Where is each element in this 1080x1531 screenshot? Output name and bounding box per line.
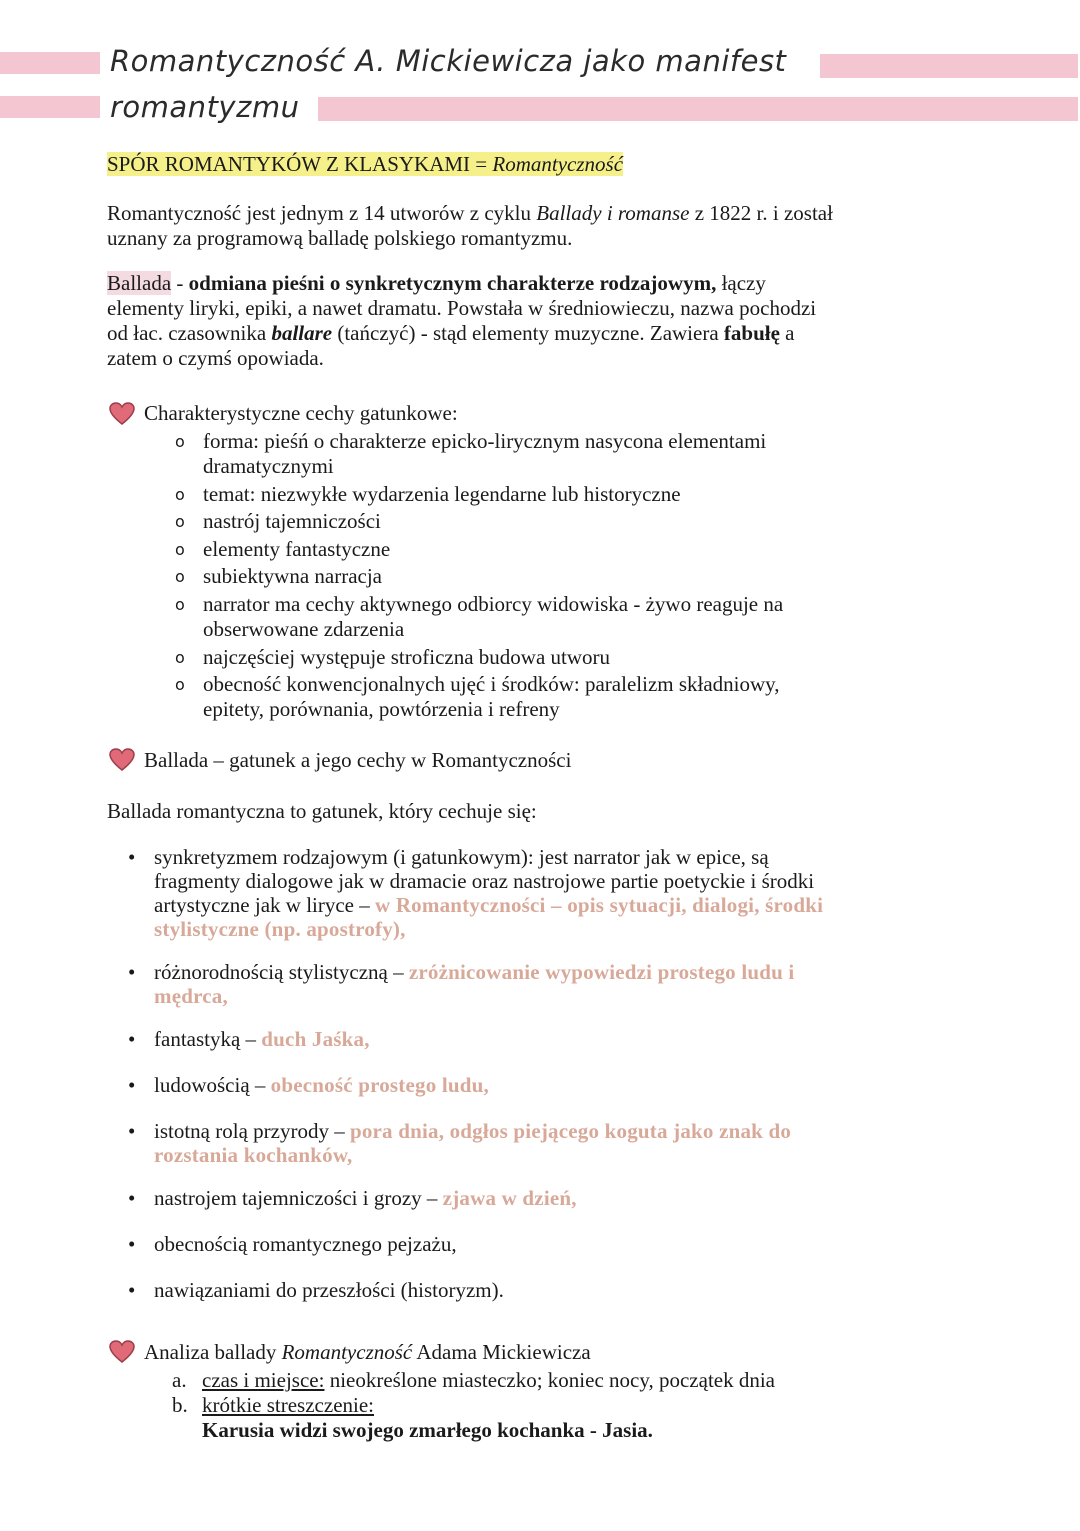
list-item [175,537,783,562]
item-note: obecność prostego ludu, [270,1073,489,1097]
definition-plot: fabułę [723,321,780,345]
list-item [175,429,783,479]
page-title-line-2: romantyzmu [110,90,300,124]
item-text: nieokreślone miasteczko; koniec nocy, początek dnia [324,1368,775,1392]
intro-italic: Ballady i romanse [536,201,690,225]
section-2-title: Ballada – gatunek a jego cechy w Romantyczności [144,748,572,772]
summary-text: Karusia widzi swojego zmarłego kochanka - Jasia. [202,1418,653,1442]
romantic-ballad-list [128,845,823,1302]
list-item-text: dramatycznymi [203,454,334,478]
intro-paragraph [107,201,833,251]
list-item [128,960,823,1008]
page-title-line-1: Romantyczność A. Mickiewicza jako manifest [110,44,787,78]
definition-bold: odmiana pieśni o synkretycznym charakterze rodzajowym, [188,271,717,295]
bullet: • [128,1073,136,1097]
bullet: • [128,1119,136,1143]
definition-dash: - [171,271,189,295]
item-text: fragmenty dialogowe jak w dramacie oraz nastrojowe partie poetyckie i środki [154,869,815,893]
title-bar-left-2 [0,96,100,118]
item-text: nawiązaniami do przeszłości (historyzm). [154,1278,504,1302]
heart-icon [109,402,135,426]
list-marker: o [175,432,185,451]
item-note: pora dnia, odgłos piejącego koguta jako znak do [349,1119,792,1143]
list-item [175,672,783,722]
list-item-text: forma: pieśń o charakterze epicko-lirycznym nasycona elementami [203,429,767,453]
item-letter: b. [172,1393,188,1417]
list-item [128,845,823,941]
definition-line-2: elementy liryki, epiki, a nawet dramatu. Powstała w średniowieczu, nazwa pochodzi [107,296,817,320]
list-item-text: temat: niezwykłe wydarzenia legendarne lub historyczne [203,481,681,506]
definition-latin: ballare [271,321,333,345]
item-note: zróżnicowanie wypowiedzi prostego ludu i [408,960,795,984]
item-text: fantastyką – [154,1027,262,1051]
bullet: • [128,845,136,869]
definition-term: Ballada [107,271,172,295]
list-item [128,1186,823,1210]
analysis-list [172,1368,775,1443]
heading-italic: Romantyczność [492,152,624,176]
analysis-item-a [172,1368,775,1393]
list-marker: o [175,567,185,587]
list-item-text: subiektywna narracja [203,564,383,589]
item-note: mędrca, [154,984,228,1008]
item-text: synkretyzmem rodzajowym (i gatunkowym): jest narrator jak w epice, są [154,845,769,869]
list-item [175,592,783,642]
item-label: krótkie streszczenie: [202,1393,374,1417]
list-item-text: epitety, porównania, powtórzenia i refreny [203,697,560,722]
section-1-title: Charakterystyczne cechy gatunkowe: [144,401,458,425]
heart-icon [109,1340,135,1364]
list-marker: o [175,675,185,695]
item-text: różnorodnością stylistyczną – [154,960,409,984]
list-item [175,482,783,507]
list-item-text: najczęściej występuje stroficzna budowa utworu [203,644,611,669]
definition-line-3a: od łac. czasownika [107,321,272,345]
list-marker: o [175,484,185,504]
intro-text-1: Romantyczność jest jednym z 14 utworów z cyklu [107,201,537,225]
bullet: • [128,1027,136,1051]
analysis-item-b [172,1393,775,1443]
section-3-title-a: Analiza ballady [144,1340,282,1364]
section-3-title [144,1340,591,1365]
list-item-text: nastrój tajemniczości [203,509,381,534]
bullet: • [128,1232,136,1256]
item-note: w Romantyczności – opis sytuacji, dialogi, środki [375,893,824,917]
title-bar-left-1 [0,52,100,74]
item-note: zjawa w dzień, [442,1186,577,1210]
bullet: • [128,960,136,984]
item-note: stylistyczne (np. apostrofy), [154,917,406,941]
intro-text-3: uznany za programową balladę polskiego romantyzmu. [107,226,573,250]
definition-line-3c: (tańczyć) - stąd elementy muzyczne. Zawiera [332,321,724,345]
item-text: obecnością romantycznego pejzażu, [154,1232,457,1256]
list-item-text: obecność konwencjonalnych ujęć i środków: paralelizm składniowy, [203,672,780,697]
list-item [128,1278,823,1302]
item-letter: a. [172,1368,187,1392]
section-2-lead: Ballada romantyczna to gatunek, który cechuje się: [107,799,537,823]
list-marker: o [175,512,185,532]
section-3-title-italic: Romantyczność [281,1340,413,1364]
title-bar-right-1 [820,54,1078,78]
list-item-text: narrator ma cechy aktywnego odbiorcy widowiska - żywo reaguje na [203,591,784,616]
item-label: czas i miejsce: [202,1368,325,1392]
definition-rest: łączy [716,271,766,295]
list-item-text: elementy fantastyczne [203,536,391,561]
list-item [128,1232,823,1256]
title-bar-right-2 [318,97,1078,121]
heading-text: SPÓR ROMANTYKÓW Z KLASYKAMI = [107,152,493,176]
list-item [175,645,783,670]
intro-text-2: z 1822 r. i został [689,201,833,225]
definition-line-3e: a [779,321,795,345]
section-heading [107,152,623,177]
definition-paragraph [107,271,816,371]
bullet: • [128,1278,136,1302]
list-marker: o [175,647,185,667]
item-note: rozstania kochanków, [154,1143,353,1167]
list-item-text: obserwowane zdarzenia [203,616,405,641]
item-text: ludowością – [154,1073,271,1097]
list-marker: o [175,539,185,559]
definition-line-4: zatem o czymś opowiada. [107,346,324,370]
list-marker: o [175,594,185,614]
bullet: • [128,1186,136,1210]
list-item [128,1027,823,1051]
list-item [175,564,783,589]
item-text: artystyczne jak w liryce – [154,893,375,917]
item-text: istotną rolą przyrody – [154,1119,350,1143]
heart-icon [109,748,135,772]
list-item [128,1119,823,1167]
section-3-title-c: Adama Mickiewicza [412,1340,591,1364]
list-item [175,509,783,534]
list-item [128,1073,823,1097]
item-text: nastrojem tajemniczości i grozy – [154,1186,443,1210]
item-note: duch Jaśka, [261,1027,370,1051]
features-list [175,429,783,725]
